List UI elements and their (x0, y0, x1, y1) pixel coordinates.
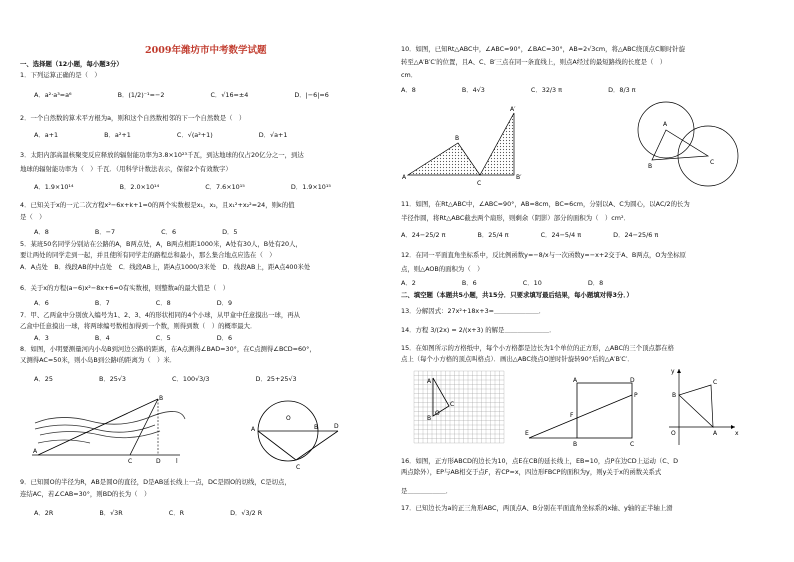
question-4-line-2: 是（ ） (20, 213, 46, 221)
square-label-e: E (525, 430, 529, 437)
q8-option-c: C．100√3/3 (172, 375, 210, 383)
question-11-line-2: 半径作圆，将Rt△ABC截去两个扇形，则剩余（阴影）部分的面积为（ ）cm²． (401, 214, 630, 222)
grid-label-a: A (427, 378, 432, 385)
square-label-a: A (573, 377, 578, 384)
q3-option-a: A．1.9×10¹⁴ (34, 183, 74, 191)
question-17: 17．已知边长为a的正三角形ABC，两顶点A、B分别在平面直角坐标系的x轴、y轴的正半轴上滑 (401, 504, 673, 512)
q1-option-c: C．√16=±4 (210, 91, 249, 99)
question-4-options (34, 227, 282, 236)
question-7-line-1: 7．甲、乙两盒中分别放入编号为1、2、3、4的形状相同的4个小球，从甲盒中任意摸出一球，再从 (20, 311, 301, 319)
q10-option-c: C．32/3 π (530, 86, 563, 94)
question-3-line-1: 3．太阳内部高温核聚变反应释放的辐射能功率为3.8×10²³千瓦，到达地球的仅占20亿分之一，到达 (20, 151, 304, 159)
question-9-line-1: 9．已知圆O的半径为R，AB是圆O的直径，D是AB延长线上一点，DC是圆O的切线，C是切点， (20, 478, 291, 486)
question-5-options: A．A点处 B．线段AB的中点处 C．线段AB上，距A点1000/3米处 D．线段AB上，距A点400米处 (20, 263, 311, 271)
question-16-line-3: 是＿＿＿＿＿＿． (401, 487, 453, 495)
q4-option-a: A．8 (34, 228, 49, 236)
q1-option-b: B．(1/2)⁻¹=−2 (117, 91, 165, 99)
grid-label-o: O (435, 410, 440, 417)
question-1: 1．下列运算正确的是（ ） (20, 71, 101, 79)
question-10-options (401, 85, 680, 94)
q3-option-c: C．7.6×10¹⁵ (205, 183, 245, 191)
square-label-p: P (634, 392, 638, 399)
square-label-d: D (630, 377, 635, 384)
sectors-label-b: B (648, 163, 653, 170)
axes-figure (665, 365, 740, 450)
square-label-f: F (570, 412, 574, 419)
axes-label-a: A (713, 430, 718, 437)
rotation-figure (400, 103, 540, 188)
q1-option-d: D．|−6|=6 (294, 91, 329, 99)
q6-option-b: B．7 (94, 299, 110, 307)
circle-label-b: B (314, 424, 319, 431)
axes-label-c: C (713, 379, 718, 386)
question-2: 2．一个自然数的算术平方根为a，则和这个自然数相邻的下一个自然数是（ ） (20, 114, 246, 122)
q6-option-c: C．8 (155, 299, 171, 307)
river-label-c: C (128, 458, 133, 465)
question-15-line-2: 点上（每个小方格的顶点叫格点）．画出△ABC绕点O逆时针旋转90°后的△A′B′C′． (401, 355, 634, 363)
question-10-line-3: cm． (401, 71, 418, 79)
question-12-options (401, 278, 647, 287)
sectors-figure (636, 100, 746, 195)
q8-option-d: D．25+25√3 (255, 375, 297, 383)
question-11-line-1: 11．如图，在Rt△ABC中，∠ABC=90°，AB=8cm，BC=6cm，分别以A、C为圆心，以AC/2的长为 (401, 200, 690, 208)
question-11-options (401, 230, 702, 239)
rotation-label-a-prime: A′ (510, 106, 516, 113)
q4-option-c: C．6 (161, 228, 177, 236)
q6-option-a: A．6 (34, 299, 49, 307)
question-12-line-1: 12．在同一平面直角坐标系中，反比例函数y=−8/x与一次函数y=−x+2交于A、B两点，O为坐标原 (401, 251, 686, 259)
rotation-label-c: C (477, 180, 482, 187)
circle-label-a: A (251, 426, 256, 433)
question-9-options (34, 508, 306, 517)
q7-option-b: B．4 (94, 334, 110, 342)
q9-option-b: B．√3R (99, 509, 123, 517)
grid-label-c: C (450, 401, 455, 408)
axes-label-b: B (672, 392, 677, 399)
square-label-b: B (573, 441, 578, 448)
river-label-b: B (159, 395, 164, 402)
q12-option-b: B．6 (461, 279, 477, 287)
q10-option-b: B．4√3 (461, 86, 485, 94)
question-16-line-1: 16．如图，正方形ABCD的边长为10，点E在CB的延长线上，EB=10，点P在边CD上运动（C、D (401, 457, 679, 465)
q7-option-a: A．3 (34, 334, 49, 342)
q10-option-a: A．8 (401, 86, 416, 94)
q11-option-c: C．24−5/4 π (540, 231, 582, 239)
question-6: 6．关于x的方程(a−6)x²−8x+6=0有实数根，则整数a的最大值是（ ） (20, 284, 230, 292)
grid-label-b: B (427, 415, 432, 422)
q7-option-c: C．5 (155, 334, 171, 342)
question-9-line-2: 连结AC，若∠CAB=30°，则BD的长为（ ） (20, 490, 151, 498)
question-1-options (34, 90, 373, 99)
question-8-line-2: 又测得AC=50米，则小岛B到公路l的距离为（ ）米． (20, 356, 177, 364)
question-13: 13．分解因式：27x²+18x+3=＿＿＿＿＿＿＿． (401, 307, 546, 315)
sectors-label-c: C (710, 159, 715, 166)
grid-figure (411, 368, 511, 448)
q1-option-a: A．a²·a³=a⁶ (34, 91, 72, 99)
q2-option-b: B．a²+1 (104, 131, 131, 139)
q6-option-d: D．9 (216, 299, 233, 307)
q10-option-d: D．8/3 π (608, 86, 636, 94)
question-6-options (34, 298, 276, 307)
square-figure (525, 375, 645, 450)
q12-option-c: C．10 (522, 279, 542, 287)
circle-label-c: C (296, 464, 301, 471)
river-label-a: A (33, 448, 38, 455)
axes-label-y: y (671, 368, 675, 375)
q11-option-b: B．25/4 π (477, 231, 509, 239)
q7-option-d: D．6 (216, 334, 233, 342)
section-1-heading: 一、选择题（12小题，每小题3分） (20, 60, 123, 68)
circle-tangent-figure (250, 393, 340, 473)
q12-option-d: D．8 (587, 279, 604, 287)
question-7-options (34, 333, 276, 342)
question-4-line-1: 4．已知关于x的一元二次方程x²−6x+k+1=0的两个实数根是x₁，x₂，且x₁²+x₂²=24，则k的值 (20, 201, 295, 209)
q11-option-a: A．24−25/2 π (401, 231, 446, 239)
river-label-d: D (156, 458, 161, 465)
question-8-line-1: 8．如图，小明要测量河内小岛B到河边公路l的距离，在A点测得∠BAD=30°，在C点测得∠BCD=60°， (20, 345, 316, 353)
axes-label-o: O (671, 430, 676, 437)
axes-label-x: x (735, 430, 739, 437)
question-10-line-2: 转至△A′B′C′的位置，且A、C、B′三点在同一条直线上，则点A经过的最短路线的长度是（ ） (401, 58, 667, 66)
q8-option-a: A．25 (34, 375, 53, 383)
sectors-label-a: A (663, 121, 668, 128)
question-7-line-2: 乙盒中任意摸出一球，将两球编号数相加得到一个数，则得到数（ ）的概率最大． (20, 322, 257, 330)
page-title: 2009年潍坊市中考数学试题 (145, 45, 267, 56)
river-label-l: l (176, 458, 178, 465)
q4-option-b: B．−7 (94, 228, 116, 236)
question-5-line-2: 要让两处的同学走到一起，并且使所有同学走的路程总和最小，那么集合地点应选在（ ） (20, 251, 276, 259)
river-island-figure (30, 393, 190, 468)
rotation-label-b: B (455, 135, 460, 142)
q9-option-d: D．√3/2 R (230, 509, 263, 517)
q11-option-d: D．24−25/6 π (613, 231, 659, 239)
question-2-options (34, 130, 331, 139)
question-5-line-1: 5．某班50名同学分别站在公路的A，B两点处，A，B两点相距1000米，A处有30人，B处有20人， (20, 240, 302, 248)
q9-option-c: C．R (168, 509, 185, 517)
question-8-options (34, 374, 341, 383)
circle-label-o: O (286, 415, 291, 422)
q9-option-a: A．2R (34, 509, 54, 517)
question-3-options (34, 182, 375, 191)
circle-label-d: D (334, 423, 339, 430)
q8-option-b: B．25√3 (98, 375, 126, 383)
question-15-line-1: 15．在如图所示的方格纸中，每个小方格都是边长为1个单位的正方形，△ABC的三个顶点都在格 (401, 344, 675, 352)
q12-option-a: A．2 (401, 279, 416, 287)
rotation-label-b-prime: B′ (516, 174, 522, 181)
q2-option-d: D．√a+1 (258, 131, 288, 139)
question-12-line-2: 点，则△AOB的面积为（ ） (401, 265, 484, 273)
question-3-line-2: 地球的辐射能功率为（ ）千瓦．（用科学计数法表示，保留2个有效数字） (20, 165, 232, 173)
q4-option-d: D．5 (222, 228, 238, 236)
square-label-c: C (630, 441, 635, 448)
q2-option-a: A．a+1 (34, 131, 59, 139)
rotation-label-a: A (402, 174, 407, 181)
q3-option-b: B．2.0×10¹⁴ (119, 183, 160, 191)
q2-option-c: C．√(a²+1) (176, 131, 213, 139)
question-10-line-1: 10．如图，已知Rt△ABC中，∠ABC=90°，∠BAC=30°，AB=2√3cm，将△ABC绕顶点C顺时针旋 (401, 45, 686, 53)
section-2-heading: 二、填空题（本题共5小题，共15分．只要求填写最后结果，每小题填对得3分．） (401, 291, 633, 299)
question-14: 14．方程 3/(2x) = 2/(x+3) 的解是＿＿＿＿＿＿＿． (401, 326, 556, 334)
q3-option-d: D．1.9×10¹⁵ (290, 183, 331, 191)
question-16-line-2: 两点除外），EP与AB相交于点F，若CP=x，四边形FBCP的面积为y，则y关于x的函数关系式 (401, 468, 662, 476)
